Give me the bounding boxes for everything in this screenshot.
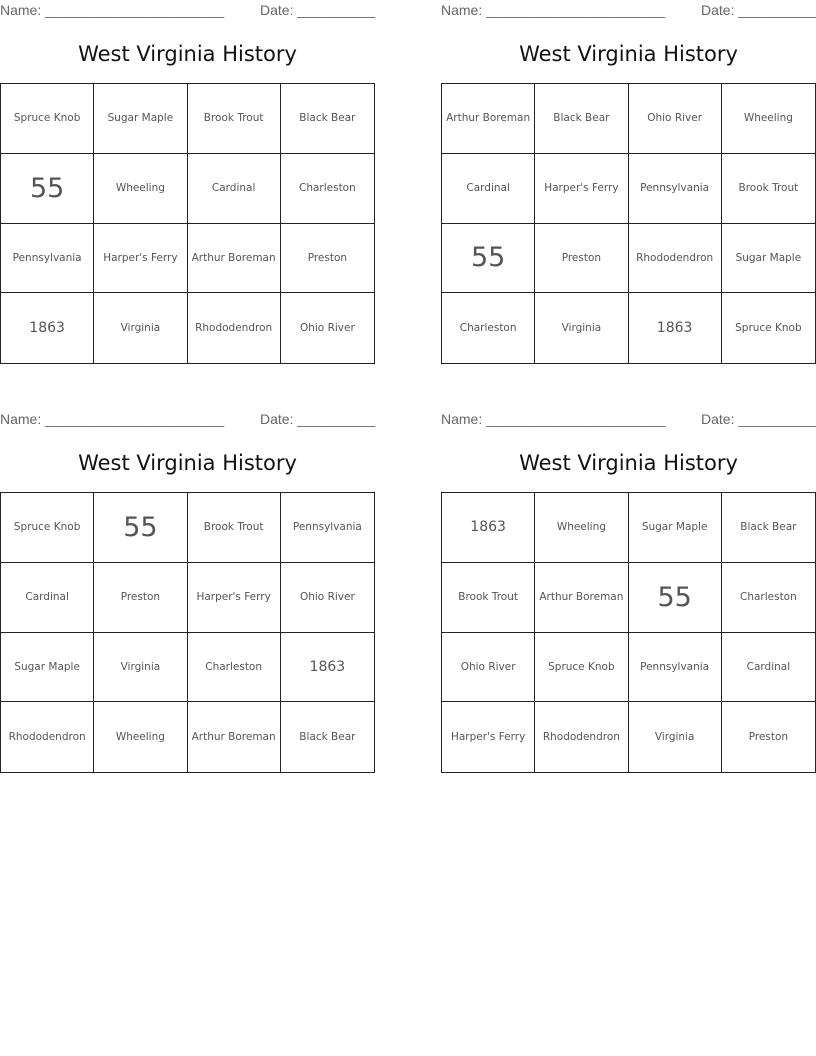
bingo-cell: Sugar Maple [94, 84, 187, 154]
bingo-grid [441, 492, 816, 773]
bingo-cell: 1863 [442, 493, 535, 563]
bingo-cell: Brook Trout [188, 493, 281, 563]
card-title: West Virginia History [78, 42, 297, 66]
bingo-cell: Pennsylvania [629, 633, 722, 703]
bingo-cell: Ohio River [281, 563, 374, 633]
name-field-label: Name: _______________________ [441, 411, 666, 427]
bingo-cell: Charleston [722, 563, 815, 633]
bingo-cell: Black Bear [281, 84, 374, 154]
bingo-cell: Black Bear [535, 84, 628, 154]
bingo-cell: Preston [535, 224, 628, 294]
bingo-cell: 55 [94, 493, 187, 563]
bingo-cell: Cardinal [722, 633, 815, 703]
card-title: West Virginia History [78, 451, 297, 475]
bingo-cell: Brook Trout [188, 84, 281, 154]
bingo-card-2 [441, 0, 816, 365]
bingo-cell: Ohio River [442, 633, 535, 703]
bingo-cell: 1863 [1, 293, 94, 363]
bingo-grid [441, 83, 816, 364]
bingo-cell: Preston [94, 563, 187, 633]
bingo-cell: Arthur Boreman [442, 84, 535, 154]
bingo-card-3 [0, 409, 375, 774]
bingo-cell: Spruce Knob [1, 493, 94, 563]
name-date-row [0, 411, 375, 429]
bingo-cell: Pennsylvania [281, 493, 374, 563]
name-date-row [0, 2, 375, 20]
bingo-cell: Spruce Knob [535, 633, 628, 703]
bingo-cell: Rhododendron [629, 224, 722, 294]
bingo-cell: Rhododendron [1, 702, 94, 772]
bingo-cell: Virginia [629, 702, 722, 772]
bingo-card-4 [441, 409, 816, 774]
name-date-row [441, 2, 816, 20]
bingo-cell: 1863 [281, 633, 374, 703]
bingo-cell: Black Bear [299, 731, 356, 744]
bingo-cell: 55 [629, 563, 722, 633]
bingo-grid [0, 83, 375, 364]
bingo-cell: Cardinal [442, 154, 535, 224]
bingo-cell: Virginia [94, 293, 187, 363]
bingo-cell: Sugar Maple [722, 224, 815, 294]
card-title: West Virginia History [519, 451, 738, 475]
bingo-cell: Pennsylvania [1, 224, 94, 294]
bingo-cell: Harper's Ferry [188, 563, 281, 633]
card-title: West Virginia History [519, 42, 738, 66]
bingo-cell: Charleston [281, 154, 374, 224]
bingo-cell: Cardinal [1, 563, 94, 633]
bingo-cell: Virginia [535, 293, 628, 363]
date-field-label: Date: __________ [260, 411, 376, 427]
name-field-label: Name: _______________________ [0, 2, 225, 18]
name-date-row [441, 411, 816, 429]
bingo-cell: 1863 [629, 293, 722, 363]
bingo-cell: Charleston [188, 633, 281, 703]
bingo-cell: Black Bear [722, 493, 815, 563]
bingo-cell: Sugar Maple [629, 493, 722, 563]
bingo-cell: Cardinal [188, 154, 281, 224]
bingo-cell: Rhododendron [188, 293, 281, 363]
bingo-card-1 [0, 0, 375, 365]
bingo-cell: Brook Trout [722, 154, 815, 224]
bingo-cell: Ohio River [629, 84, 722, 154]
bingo-cell: Wheeling [94, 154, 187, 224]
bingo-cell: Pennsylvania [629, 154, 722, 224]
bingo-cell: Charleston [442, 293, 535, 363]
date-field-label: Date: __________ [701, 411, 816, 427]
bingo-cell: Rhododendron [535, 702, 628, 772]
date-field-label: Date: __________ [260, 2, 376, 18]
bingo-cell: Brook Trout [442, 563, 535, 633]
bingo-cell: Preston [281, 224, 374, 294]
bingo-cell: Ohio River [299, 322, 355, 335]
date-field-label: Date: __________ [701, 2, 816, 18]
bingo-cell: Virginia [94, 633, 187, 703]
bingo-cell: Harper's Ferry [535, 154, 628, 224]
bingo-cell: Spruce Knob [735, 322, 802, 335]
bingo-cell: Arthur Boreman [188, 702, 281, 772]
name-field-label: Name: _______________________ [0, 411, 225, 427]
bingo-cell: Arthur Boreman [535, 563, 628, 633]
bingo-cell: 55 [442, 224, 535, 294]
bingo-cell: Wheeling [722, 84, 815, 154]
bingo-grid [0, 492, 375, 773]
bingo-cell: Wheeling [94, 702, 187, 772]
bingo-cell: Sugar Maple [1, 633, 94, 703]
bingo-cell: 55 [1, 154, 94, 224]
bingo-cell: Arthur Boreman [188, 224, 281, 294]
bingo-cell: Wheeling [535, 493, 628, 563]
bingo-cell: Spruce Knob [1, 84, 94, 154]
bingo-cell: Preston [748, 731, 789, 744]
bingo-cell: Harper's Ferry [94, 224, 187, 294]
bingo-cell: Harper's Ferry [442, 702, 535, 772]
name-field-label: Name: _______________________ [441, 2, 666, 18]
